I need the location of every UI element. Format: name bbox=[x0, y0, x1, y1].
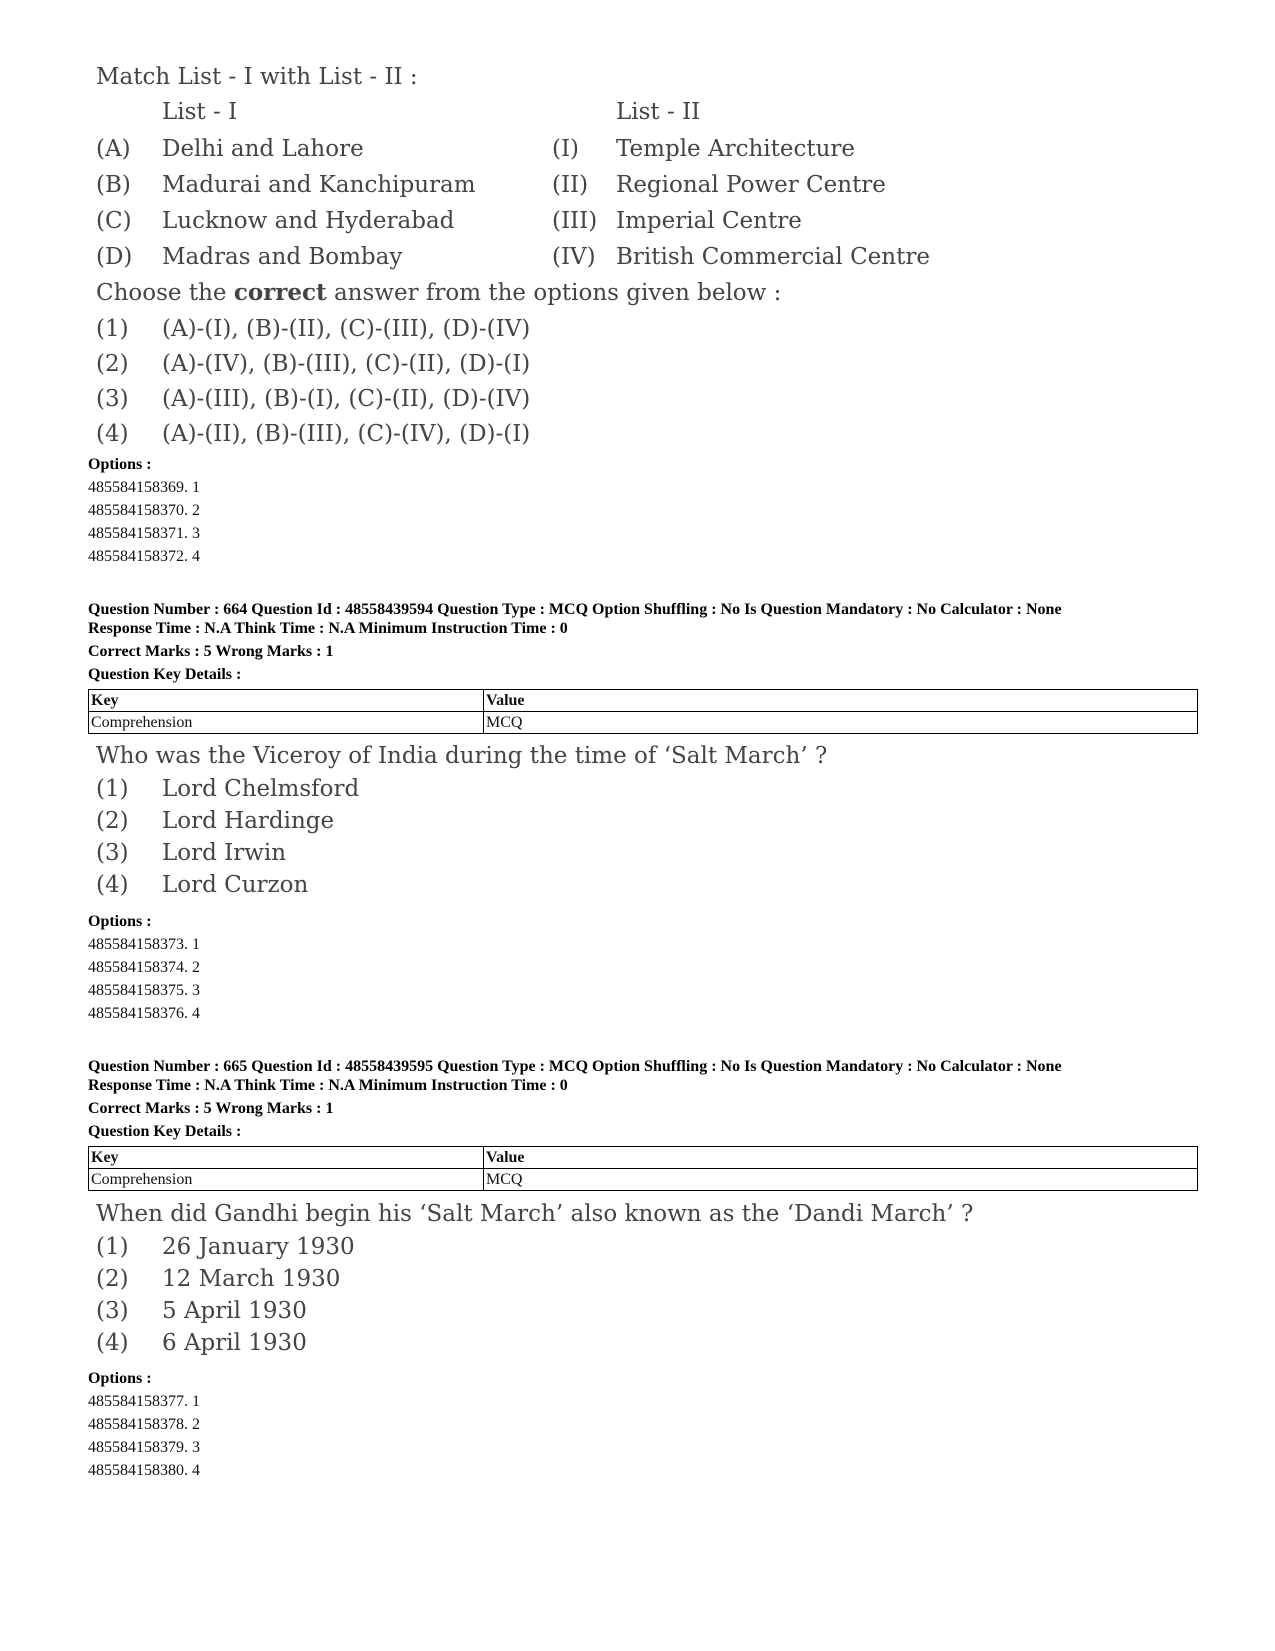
key-details-table bbox=[88, 1146, 1198, 1191]
choice-text: (A)-(III), (B)-(I), (C)-(II), (D)-(IV) bbox=[162, 386, 531, 412]
choice-text: Lord Hardinge bbox=[162, 808, 335, 834]
table-row bbox=[89, 690, 1198, 712]
choice-number: (1) bbox=[96, 776, 129, 802]
table-cell: MCQ bbox=[484, 1169, 1198, 1191]
choice-text: 12 March 1930 bbox=[162, 1266, 341, 1292]
choose-pre: Choose the bbox=[96, 280, 234, 306]
marks-line: Correct Marks : 5 Wrong Marks : 1 bbox=[88, 1100, 334, 1117]
question-text: Who was the Viceroy of India during the time of ‘Salt March’ ? bbox=[96, 743, 828, 769]
list1-label: (D) bbox=[96, 244, 133, 270]
choice-text: 5 April 1930 bbox=[162, 1298, 307, 1324]
choice-number: (2) bbox=[96, 808, 129, 834]
option-id: 485584158377. 1 bbox=[88, 1393, 200, 1410]
choice-number: (4) bbox=[96, 872, 129, 898]
key-details-label: Question Key Details : bbox=[88, 1123, 242, 1140]
choice-text: 26 January 1930 bbox=[162, 1234, 355, 1260]
option-id: 485584158374. 2 bbox=[88, 959, 200, 976]
table-row bbox=[89, 1169, 1198, 1191]
option-id: 485584158375. 3 bbox=[88, 982, 200, 999]
list2-item: Temple Architecture bbox=[616, 136, 856, 162]
question-meta-line: Question Number : 664 Question Id : 48558439594 Question Type : MCQ Option Shuffling : No Is Question Mandatory : No Calculator : None bbox=[88, 601, 1062, 618]
choice-text: Lord Irwin bbox=[162, 840, 287, 866]
list1-label: (A) bbox=[96, 136, 131, 162]
list1-label: (C) bbox=[96, 208, 132, 234]
choice-text: Lord Chelmsford bbox=[162, 776, 360, 802]
question-heading: Match List - I with List - II : bbox=[96, 64, 418, 90]
key-details-label: Question Key Details : bbox=[88, 666, 242, 683]
choice-number: (3) bbox=[96, 386, 129, 412]
question-meta-line: Response Time : N.A Think Time : N.A Minimum Instruction Time : 0 bbox=[88, 620, 568, 637]
choice-text: (A)-(II), (B)-(III), (C)-(IV), (D)-(I) bbox=[162, 421, 531, 447]
question-meta-line: Question Number : 665 Question Id : 48558439595 Question Type : MCQ Option Shuffling : No Is Question Mandatory : No Calculator : None bbox=[88, 1058, 1062, 1075]
choose-bold: correct bbox=[233, 279, 327, 306]
options-label: Options : bbox=[88, 1370, 152, 1387]
option-id: 485584158373. 1 bbox=[88, 936, 200, 953]
table-header-value: Value bbox=[484, 690, 1198, 712]
table-row bbox=[89, 712, 1198, 734]
option-id: 485584158376. 4 bbox=[88, 1005, 200, 1022]
choice-text: (A)-(IV), (B)-(III), (C)-(II), (D)-(I) bbox=[162, 351, 531, 377]
list2-label: (III) bbox=[552, 208, 598, 234]
list2-label: (I) bbox=[552, 136, 580, 162]
list2-title: List - II bbox=[616, 99, 701, 125]
choice-text: (A)-(I), (B)-(II), (C)-(III), (D)-(IV) bbox=[162, 316, 531, 342]
list1-item: Delhi and Lahore bbox=[162, 136, 364, 162]
marks-line: Correct Marks : 5 Wrong Marks : 1 bbox=[88, 643, 334, 660]
list2-label: (II) bbox=[552, 172, 589, 198]
table-header-value: Value bbox=[484, 1147, 1198, 1169]
option-id: 485584158371. 3 bbox=[88, 525, 200, 542]
choice-number: (2) bbox=[96, 351, 129, 377]
choice-text: 6 April 1930 bbox=[162, 1330, 307, 1356]
option-id: 485584158378. 2 bbox=[88, 1416, 200, 1433]
choice-number: (4) bbox=[96, 421, 129, 447]
choice-number: (1) bbox=[96, 1234, 129, 1260]
choice-number: (4) bbox=[96, 1330, 129, 1356]
choice-number: (2) bbox=[96, 1266, 129, 1292]
option-id: 485584158380. 4 bbox=[88, 1462, 200, 1479]
options-label: Options : bbox=[88, 913, 152, 930]
list1-item: Madras and Bombay bbox=[162, 244, 403, 270]
option-id: 485584158370. 2 bbox=[88, 502, 200, 519]
table-cell: Comprehension bbox=[89, 1169, 484, 1191]
list2-item: Regional Power Centre bbox=[616, 172, 886, 198]
table-header-key: Key bbox=[89, 1147, 484, 1169]
choice-number: (3) bbox=[96, 840, 129, 866]
option-id: 485584158379. 3 bbox=[88, 1439, 200, 1456]
option-id: 485584158369. 1 bbox=[88, 479, 200, 496]
list2-item: British Commercial Centre bbox=[616, 244, 930, 270]
table-row bbox=[89, 1147, 1198, 1169]
choice-number: (3) bbox=[96, 1298, 129, 1324]
list1-label: (B) bbox=[96, 172, 131, 198]
options-label: Options : bbox=[88, 456, 152, 473]
list1-item: Madurai and Kanchipuram bbox=[162, 172, 476, 198]
table-cell: Comprehension bbox=[89, 712, 484, 734]
choose-instruction bbox=[96, 279, 781, 306]
key-details-table bbox=[88, 689, 1198, 734]
list2-label: (IV) bbox=[552, 244, 596, 270]
choice-number: (1) bbox=[96, 316, 129, 342]
option-id: 485584158372. 4 bbox=[88, 548, 200, 565]
choice-text: Lord Curzon bbox=[162, 872, 309, 898]
table-cell: MCQ bbox=[484, 712, 1198, 734]
question-text: When did Gandhi begin his ‘Salt March’ also known as the ‘Dandi March’ ? bbox=[96, 1201, 974, 1227]
list2-item: Imperial Centre bbox=[616, 208, 802, 234]
list1-title: List - I bbox=[162, 99, 238, 125]
choose-post: answer from the options given below : bbox=[326, 280, 782, 306]
table-header-key: Key bbox=[89, 690, 484, 712]
list1-item: Lucknow and Hyderabad bbox=[162, 208, 455, 234]
question-meta-line: Response Time : N.A Think Time : N.A Minimum Instruction Time : 0 bbox=[88, 1077, 568, 1094]
